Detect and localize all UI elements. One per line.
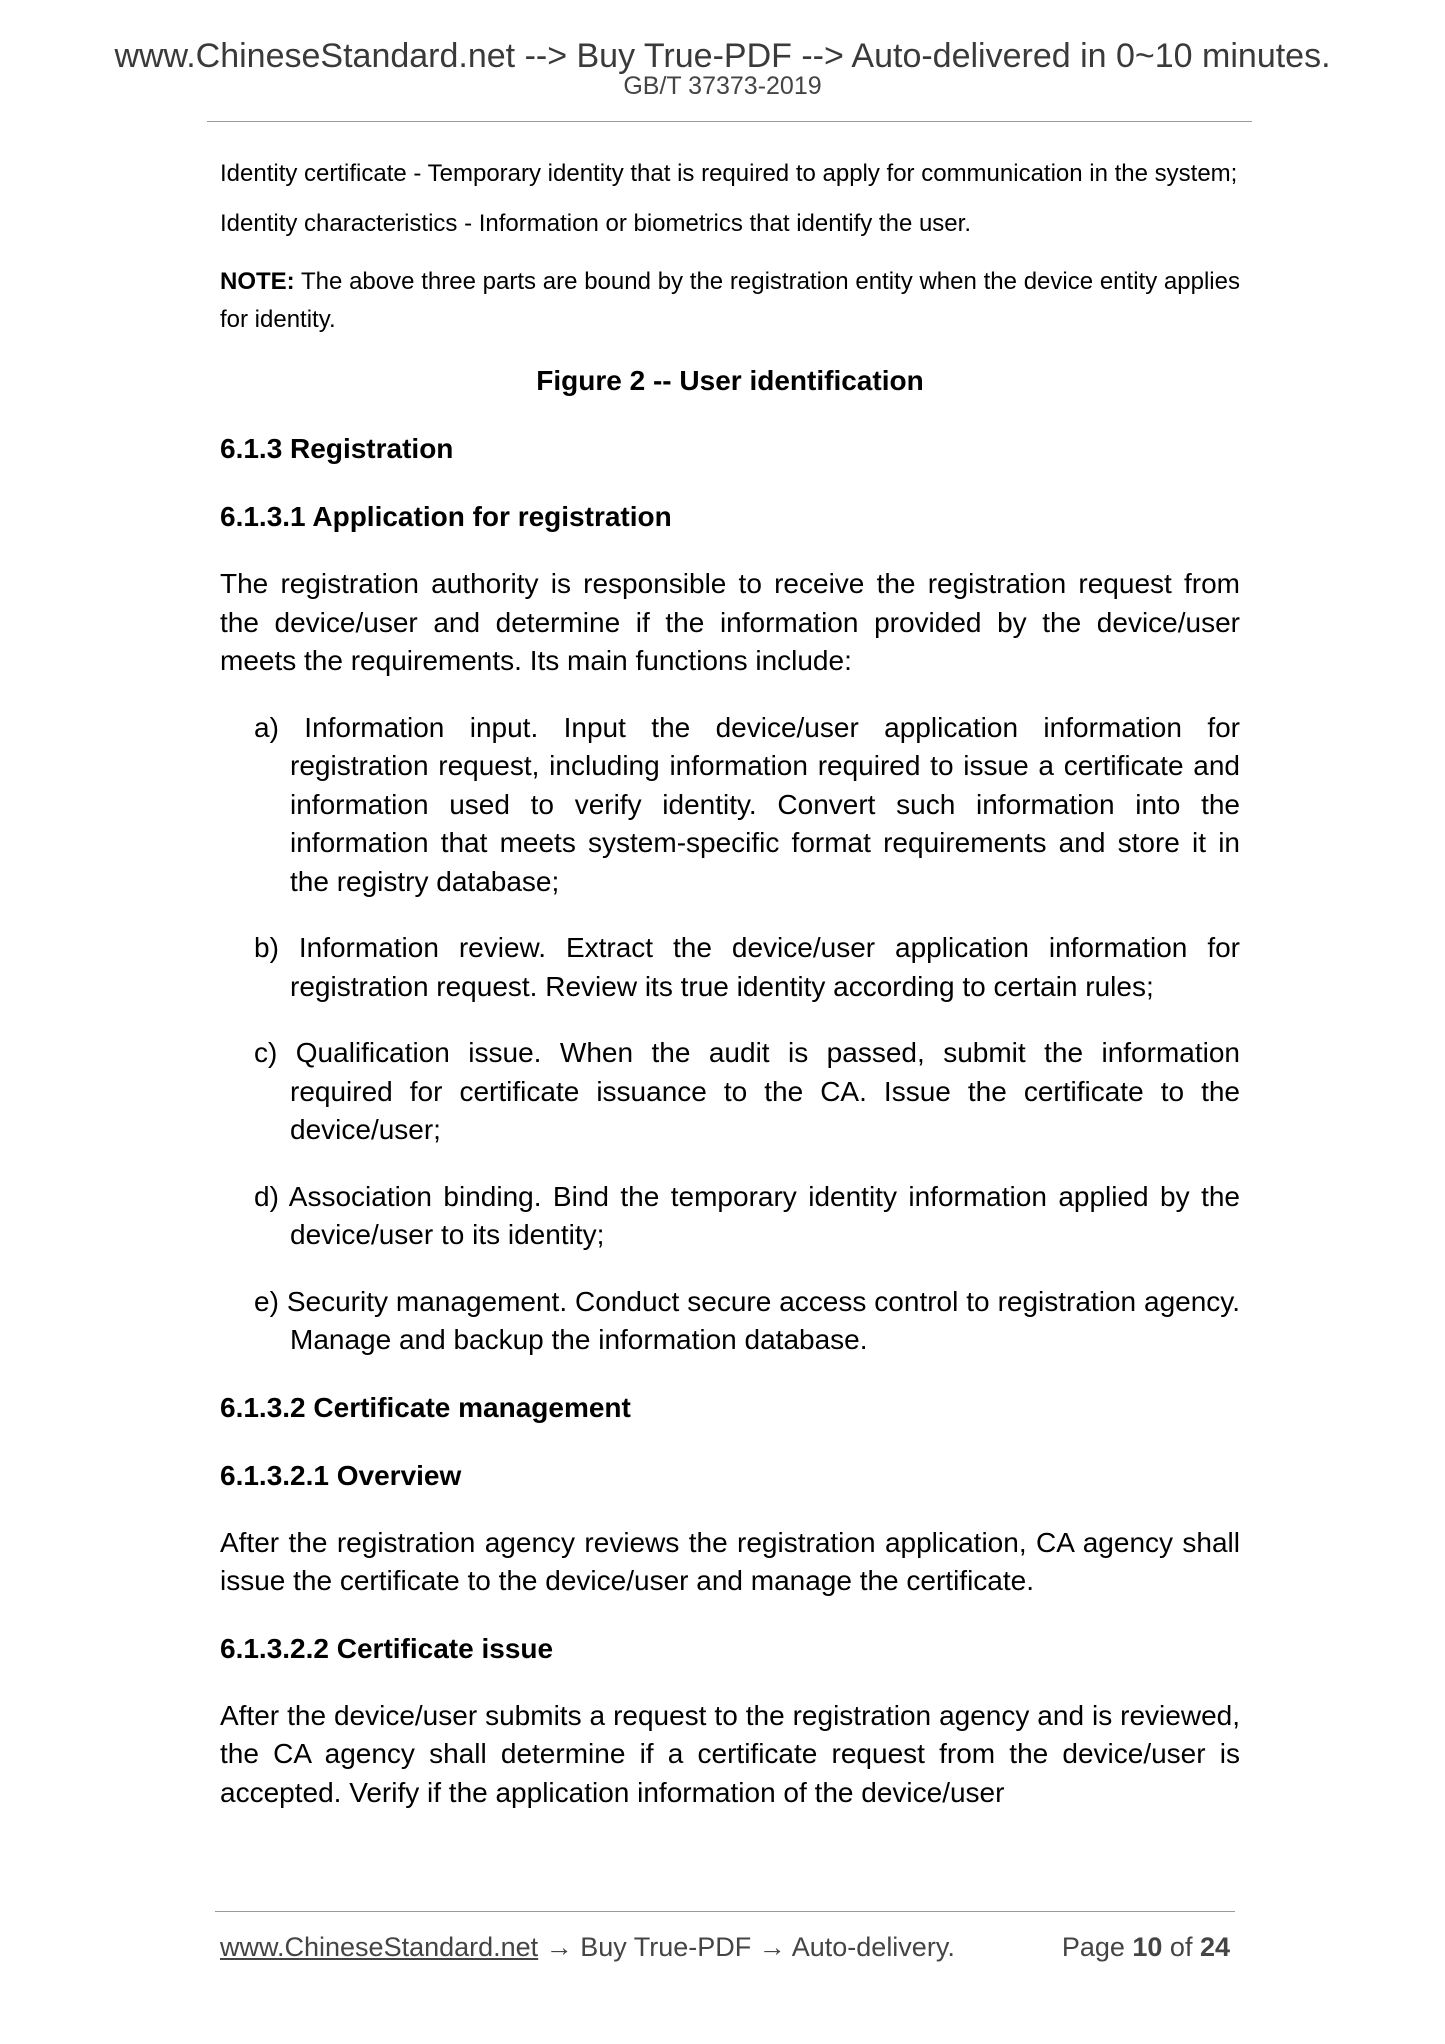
page-number [1062,1930,1230,1964]
heading-6-1-3-2: 6.1.3.2 Certificate management [220,1391,631,1423]
list-item: a) Information input. Input the device/user application information for registration request, including information required to issue a certificate and information used to verify identity. Convert such information into the information that meets system-specific format requirements and store it in the registry database; [254,711,1240,897]
note-text: The above three parts are bound by the registration entity when the device entity applies for identity. [220,268,1240,333]
standard-number: GB/T 37373-2019 [623,72,822,100]
functions-list [220,709,1240,1360]
list-item: d) Association binding. Bind the temporary identity information applied by the device/user to its identity; [254,1180,1240,1250]
header-divider [207,121,1252,122]
page-content [220,155,1240,1812]
heading-6-1-3-2-1: 6.1.3.2.1 Overview [220,1459,462,1491]
footer-tagline: → Buy True-PDF → Auto-delivery. [538,1932,955,1962]
footer-divider [215,1911,1235,1912]
heading-6-1-3-1: 6.1.3.1 Application for registration [220,501,672,532]
list-item: b) Information review. Extract the device/user application information for registration request. Review its true identity according to certain rules; [254,932,1240,1002]
note-label: NOTE: [220,268,295,295]
page-of: of [1162,1932,1200,1962]
list-item: c) Qualification issue. When the audit is passed, submit the information required for certificate issuance to the CA. Issue the certificate to the device/user; [254,1037,1240,1145]
list-item: e) Security management. Conduct secure access control to registration agency. Manage and backup the information database. [254,1285,1240,1355]
footer-site-link[interactable]: www.ChineseStandard.net [220,1932,539,1962]
certificate-issue-paragraph: After the device/user submits a request to the registration agency and is reviewed, the CA agency shall determine if a certificate request from the device/user is accepted. Verify if the application information of the device/user [220,1699,1240,1808]
page-label: Page [1061,1932,1133,1962]
figure-caption: Figure 2 -- User identification [536,365,924,396]
heading-6-1-3-2-2: 6.1.3.2.2 Certificate issue [220,1632,554,1664]
page-current: 10 [1132,1932,1163,1962]
identity-characteristics-text: Identity characteristics - Information or biometrics that identify the user. [220,210,971,237]
site-banner: www.ChineseStandard.net --> Buy True-PDF --> Auto-delivered in 0~10 minutes. [114,37,1331,75]
registration-paragraph: The registration authority is responsible to receive the registration request from the device/user and determine if the information provided by the device/user meets the requirements. Its main functions include: [220,568,1240,676]
page-total: 24 [1199,1932,1230,1962]
heading-6-1-3: 6.1.3 Registration [220,433,454,464]
overview-paragraph: After the registration agency reviews the registration application, CA agency shall issue the certificate to the device/user and manage the certificate. [220,1526,1240,1596]
identity-certificate-text: Identity certificate - Temporary identity that is required to apply for communication in the system; [220,160,1238,187]
page-footer [220,1930,1230,1964]
note-paragraph [220,263,1240,339]
